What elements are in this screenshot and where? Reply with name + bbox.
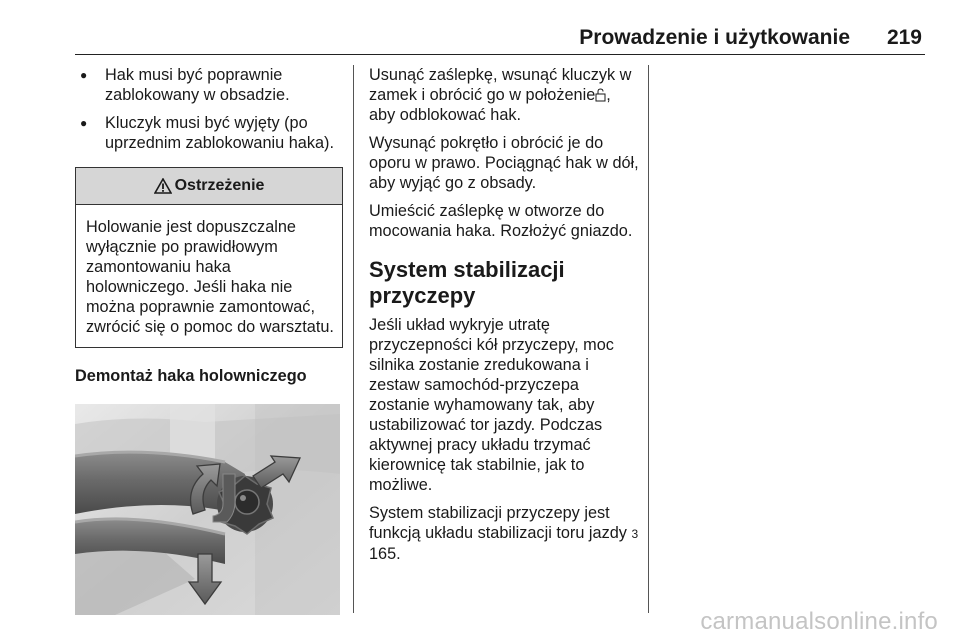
warning-title: Ostrzeżenie [174, 177, 265, 194]
subheading-removal: Demontaż haka holowniczego [75, 367, 307, 385]
list-item: ● Hak musi być poprawnie zablokowany w obsadzie. [75, 65, 343, 105]
column-divider-right [648, 65, 649, 613]
tow-hook-removal-illustration [75, 404, 340, 615]
paragraph-cap: Umieścić zaślepkę w otworze do mocowania haka. Rozłożyć gniazdo. [369, 202, 633, 240]
page-reference[interactable]: 165. [369, 545, 401, 563]
paragraph-stability: Jeśli układ wykryje utratę przyczepności kół przyczepy, moc silnika zostanie zredukowana i zestaw samochód-przyczepa zostanie wyhamowany tak, aby ustabilizować tor jazdy. Podczas aktywnej pracy układu trzymać kierownicę tak stabilnie, jak to możliwe. [369, 316, 614, 494]
watermark: carmanualsonline.info [700, 608, 938, 635]
running-header-title: Prowadzenie i użytkowanie [579, 26, 850, 49]
header-rule [75, 54, 925, 55]
middle-column [369, 65, 639, 572]
page-number: 219 [886, 26, 922, 49]
left-column [75, 65, 343, 620]
paragraph-reference [369, 503, 639, 564]
paragraph-text: , aby odblokować hak. [369, 86, 611, 124]
warning-triangle-icon [154, 178, 172, 194]
column-divider-left [353, 65, 354, 613]
paragraph-text: Usunąć zaślepkę, wsunąć kluczyk w zamek i obrócić go w położenie [369, 66, 632, 104]
warning-box [75, 167, 343, 348]
warning-text: Holowanie jest dopuszczalne wyłącznie po prawidłowym zamontowaniu haka holowniczego. Jeśli haka nie można poprawnie zamontować, zwrócić się o pomoc do warsztatu. [86, 218, 334, 336]
paragraph-unlock [369, 65, 639, 125]
warning-header [76, 168, 342, 205]
requirements-list [75, 65, 343, 153]
section-title-trailer-stability: System stabilizacji przyczepy [369, 257, 565, 308]
list-item: ● Kluczyk musi być wyjęty (po uprzednim zablokowaniu haka). [75, 113, 343, 153]
unlocked-padlock-icon [595, 88, 606, 102]
page-reference-arrow-icon: 3 [631, 527, 639, 541]
paragraph-text: System stabilizacji przyczepy jest funkcją układu stabilizacji toru jazdy [369, 504, 627, 542]
paragraph-knob: Wysunąć pokrętło i obrócić je do oporu w prawo. Pociągnąć hak w dół, aby wyjąć go z obsady. [369, 134, 639, 192]
